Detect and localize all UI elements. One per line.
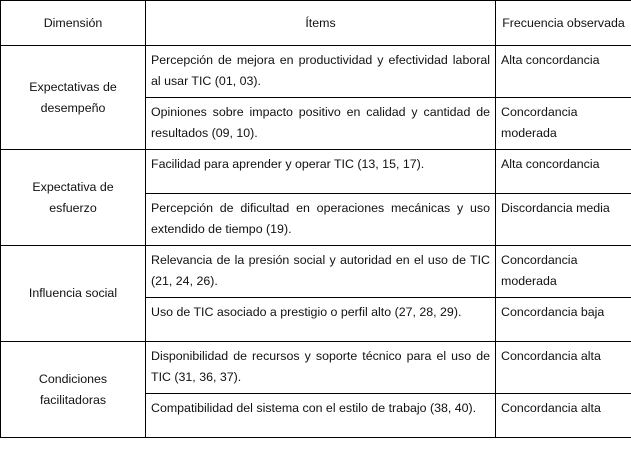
frequency-cell: Concordancia moderada: [496, 98, 631, 150]
header-frequency: Frecuencia observada: [496, 1, 631, 46]
frequency-cell: Alta concordancia: [496, 46, 631, 98]
frequency-cell: Concordancia alta: [496, 394, 631, 438]
item-cell: Facilidad para aprender y operar TIC (13, 15, 17).: [146, 150, 496, 194]
frequency-cell: Alta concordancia: [496, 150, 631, 194]
dimension-cell: Influencia social: [1, 246, 146, 342]
item-cell: Percepción de dificultad en operaciones mecánicas y uso extendido de tiempo (19).: [146, 194, 496, 246]
header-dimension: Dimensión: [1, 1, 146, 46]
dimension-cell: Condiciones facilitadoras: [1, 342, 146, 438]
header-row: [1, 1, 631, 46]
table-row: [1, 46, 631, 98]
item-cell: Disponibilidad de recursos y soporte técnico para el uso de TIC (31, 36, 37).: [146, 342, 496, 394]
frequency-cell: Discordancia media: [496, 194, 631, 246]
table-row: [1, 246, 631, 298]
item-cell: Opiniones sobre impacto positivo en calidad y cantidad de resultados (09, 10).: [146, 98, 496, 150]
item-cell: Relevancia de la presión social y autoridad en el uso de TIC (21, 24, 26).: [146, 246, 496, 298]
item-cell: Percepción de mejora en productividad y efectividad laboral al usar TIC (01, 03).: [146, 46, 496, 98]
frequency-cell: Concordancia baja: [496, 298, 631, 342]
dimension-cell: Expectativas de desempeño: [1, 46, 146, 150]
frequency-cell: Concordancia moderada: [496, 246, 631, 298]
item-cell: Compatibilidad del sistema con el estilo de trabajo (38, 40).: [146, 394, 496, 438]
dimension-cell: Expectativa de esfuerzo: [1, 150, 146, 246]
table-row: [1, 150, 631, 194]
frequency-cell: Concordancia alta: [496, 342, 631, 394]
item-cell: Uso de TIC asociado a prestigio o perfil alto (27, 28, 29).: [146, 298, 496, 342]
table-row: [1, 342, 631, 394]
header-items: Ítems: [146, 1, 496, 46]
